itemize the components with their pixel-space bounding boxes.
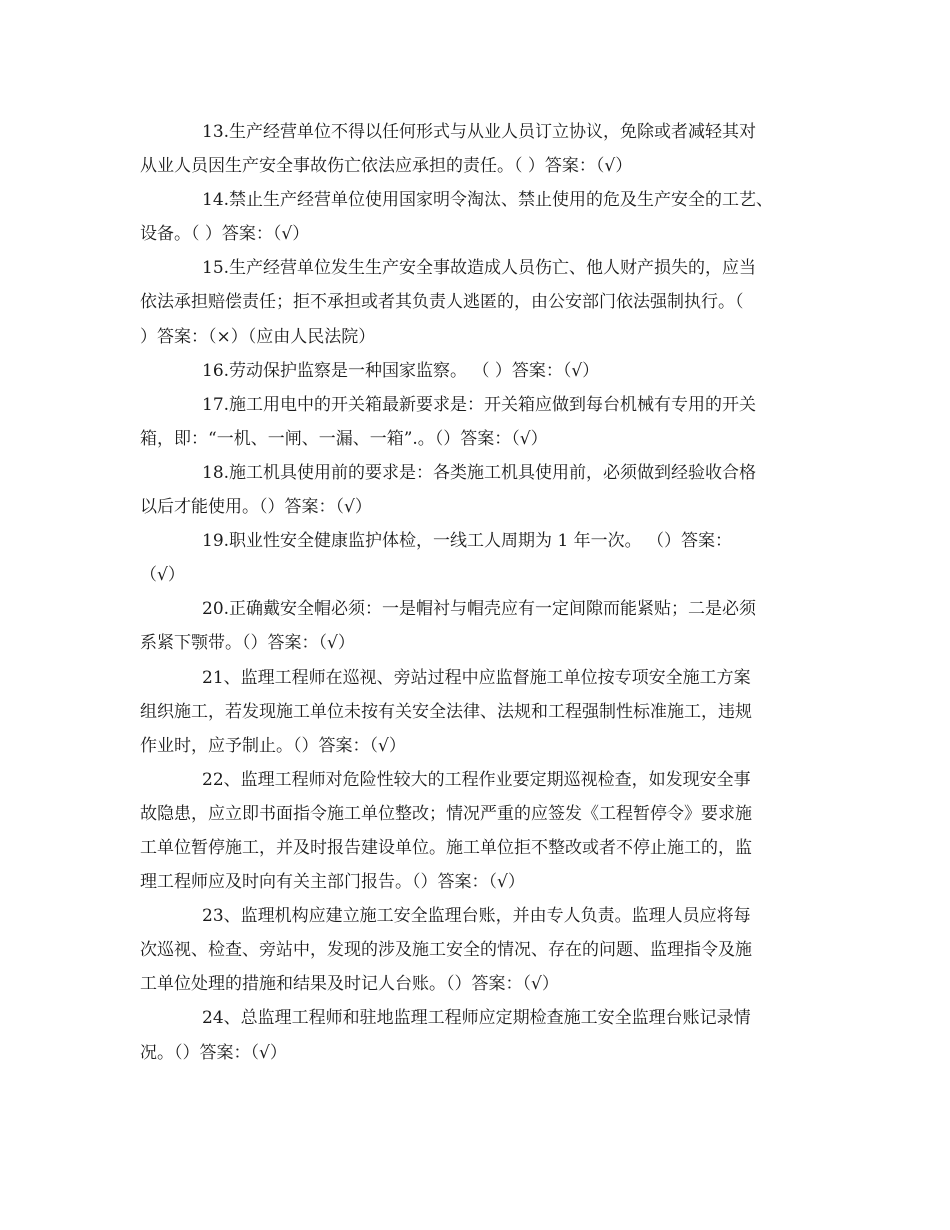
text-line: 20.正确戴安全帽必须：一是帽衬与帽壳应有一定间隙而能紧贴；二是必须: [202, 599, 757, 620]
document-body: [140, 115, 830, 1070]
text-line: 21、监理工程师在巡视、旁站过程中应监督施工单位按专项安全施工方案: [202, 667, 751, 688]
text-line: 工单位处理的措施和结果及时记人台账。（）答案：（√）: [140, 974, 559, 995]
text-line: 组织施工，若发现施工单位未按有关安全法律、法规和工程强制性标准施工，违规: [140, 701, 752, 722]
text-line: 况。（）答案：（√）: [140, 1042, 287, 1063]
text-line: 设备。（ ）答案：（√）: [140, 224, 310, 245]
text-line: 箱，即：“一机、一闸、一漏、一箱”.。（）答案：（√）: [140, 428, 548, 449]
text-line: 理工程师应及时向有关主部门报告。（）答案：（√）: [140, 872, 525, 893]
text-line: 22、监理工程师对危险性较大的工程作业要定期巡视检查，如发现安全事: [202, 769, 751, 790]
text-line: 17.施工用电中的开关箱最新要求是：开关箱应做到每台机械有专用的开关: [202, 394, 757, 415]
text-line: ）答案：（×）（应由人民法院）: [140, 326, 376, 347]
text-line: 18.施工机具使用前的要求是：各类施工机具使用前，必须做到经验收合格: [202, 462, 757, 483]
text-line: 14.禁止生产经营单位使用国家明令淘汰、禁止使用的危及生产安全的工艺、: [202, 190, 774, 211]
text-line: 次巡视、检查、旁站中，发现的涉及施工安全的情况、存在的问题、监理指令及施: [140, 940, 752, 961]
text-line: 故隐患，应立即书面指令施工单位整改；情况严重的应签发《工程暂停令》要求施: [140, 803, 752, 824]
text-line: 依法承担赔偿责任；拒不承担或者其负责人逃匿的，由公安部门依法强制执行。（: [140, 292, 744, 313]
text-line: 作业时，应予制止。（）答案：（√）: [140, 735, 406, 756]
text-line: 工单位暂停施工，并及时报告建设单位。施工单位拒不整改或者不停止施工的，监: [140, 837, 752, 858]
text-line: 从业人员因生产安全事故伤亡依法应承担的责任。（ ）答案：（√）: [140, 156, 633, 177]
text-line: 19.职业性安全健康监护体检，一线工人周期为 1 年一次。 （）答案：: [202, 531, 733, 552]
text-line: 13.生产经营单位不得以任何形式与从业人员订立协议，免除或者减轻其对: [202, 122, 757, 142]
text-line: 以后才能使用。（）答案：（√）: [140, 497, 372, 518]
text-line: 15.生产经营单位发生生产安全事故造成人员伤亡、他人财产损失的，应当: [202, 258, 757, 279]
text-line: 系紧下颚带。（）答案：（√）: [140, 633, 355, 654]
text-line: 23、监理机构应建立施工安全监理台账，并由专人负责。监理人员应将每: [202, 906, 751, 927]
text-line: 16.劳动保护监察是一种国家监察。 （ ）答案：（√）: [202, 360, 600, 381]
text-line: 24、总监理工程师和驻地监理工程师应定期检查施工安全监理台账记录情: [202, 1008, 751, 1029]
text-line: （√）: [140, 565, 185, 586]
